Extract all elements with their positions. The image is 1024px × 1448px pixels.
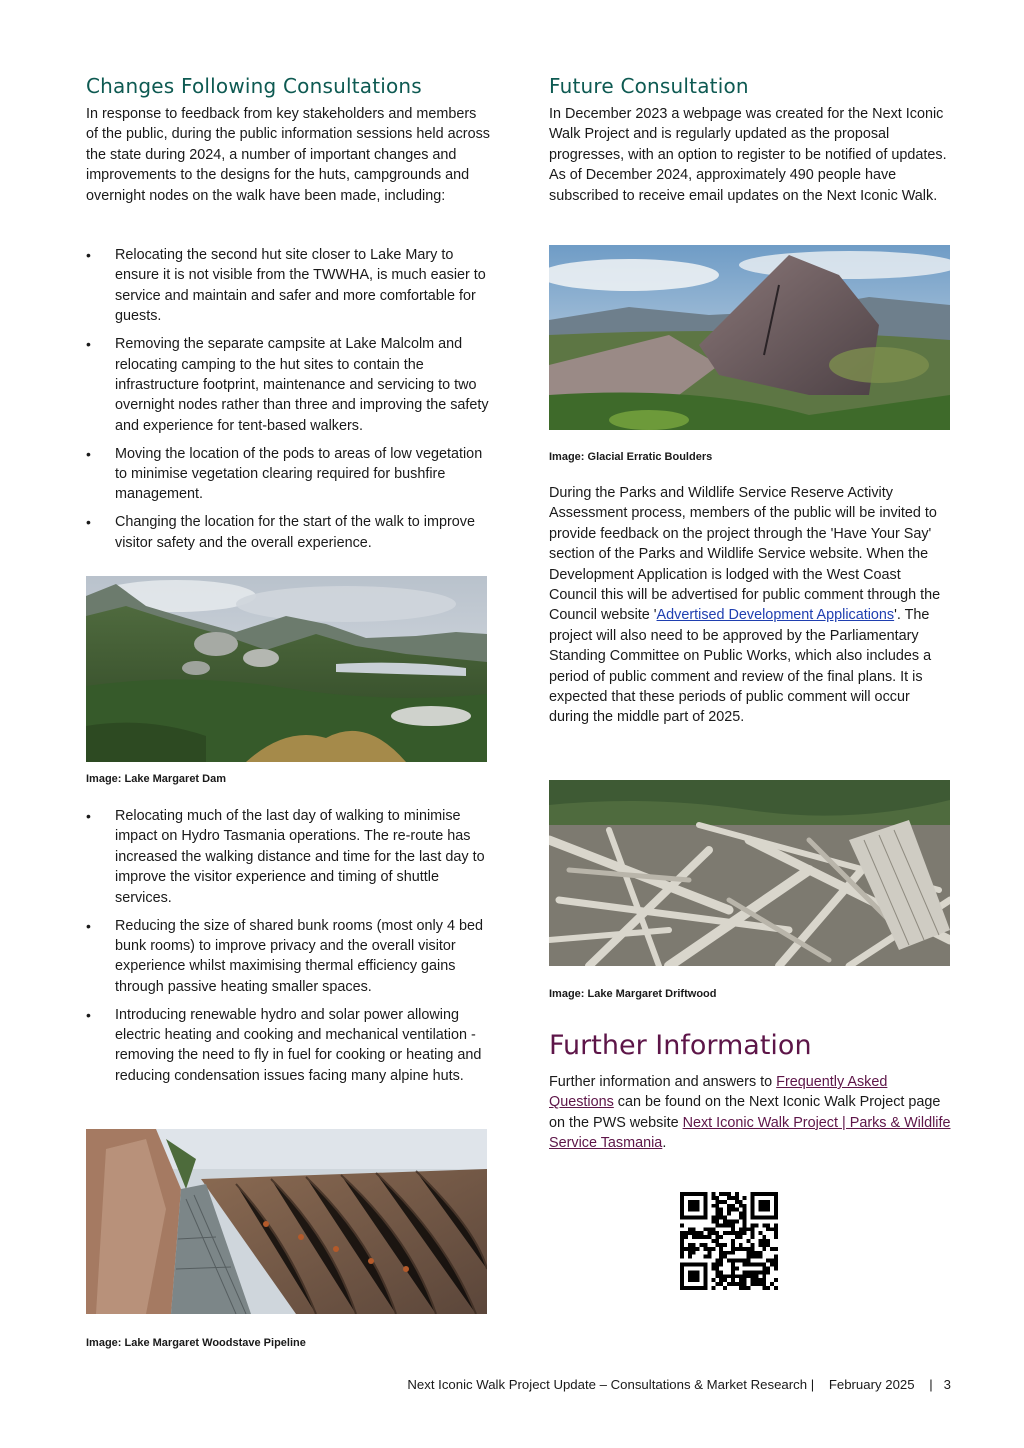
woodstave-pipeline-photo [86,1129,487,1314]
caption-boulders: Image: Glacial Erratic Boulders [549,451,713,463]
further-information-heading: Further Information [549,1030,812,1061]
future-consultation-para: In December 2023 a webpage was created for the Next Iconic Walk Project and is regularly updated as the proposal progresses, with an option to register to be notified of updates. As of December 2024, approximately 490 people have subscribed to receive email updates on the Next Iconic Walk. [549,106,947,204]
bullet-icon: • [86,336,91,353]
caption-pipeline: Image: Lake Margaret Woodstave Pipeline [86,1337,306,1349]
list-item: • Changing the location for the start of the walk to improve visitor safety and the overall experience. [86,514,475,551]
list-item: • Relocating the second hut site closer to Lake Mary to ensure it is not visible from the TWWHA, is much easier to service and maintain and safer and more comfortable for guests. [86,247,486,325]
reserve-activity-para: During the Parks and Wildlife Service Reserve Activity Assessment process, members of the public will be invited to provide feedback on the project through the 'Have Your Say' section of the Parks and Wildlife Service website. When the Development Application is lodged with the West Coast Council this will be advertised for public comment through the Council website 'Advertised Development Applications'. The project will also need to be approved by the Parliamentary Standing Committee on Public Works, which also includes a period of public comment and review of the final plans. It is expected that these periods of public comment will occur during the middle part of 2025. [549,485,941,726]
pws-next-iconic-walk-link[interactable]: Next Iconic Walk Project | Parks & Wildlife Service Tasmania [549,1114,951,1152]
caption-driftwood: Image: Lake Margaret Driftwood [549,988,717,1000]
driftwood-photo [549,780,950,966]
list-item: • Reducing the size of shared bunk rooms (most only 4 bed bunk rooms) to improve privacy and the overall visitor experience whilst maximising thermal efficiency gains through passive heating smaller spaces. [86,917,483,995]
advertised-applications-link[interactable]: Advertised Development Applications [656,607,895,624]
lake-margaret-dam-photo [86,576,487,762]
list-item: • Relocating much of the last day of walking to minimise impact on Hydro Tasmania operations. The re-route has increased the walking distance and time for the last day to improve the visitor experience and timing of shuttle services. [86,808,485,906]
faq-link[interactable]: Frequently Asked Questions [549,1074,888,1111]
bullet-icon: • [86,808,91,824]
further-information-para: Further information and answers to Frequently Asked Questions can be found on the Next Iconic Walk Project page on the PWS website Next Iconic Walk Project | Parks & Wildlife Service Tasmania. [549,1074,951,1152]
list-item: • Removing the separate campsite at Lake Malcolm and relocating camping to the hut sites to contain the infrastructure footprint, maintenance and servicing to two overnight nodes rather than three and improving the safety and experience for tent-based walkers. [86,336,489,434]
bullet-icon: • [86,514,91,531]
bullet-icon: • [86,917,91,934]
page-footer: Next Iconic Walk Project Update – Consultations & Market Research | February 2025 | 3 [407,1377,951,1392]
future-consultation-heading: Future Consultation [549,74,749,98]
changes-list-b [86,806,490,1094]
qr-code-icon[interactable] [680,1192,778,1290]
caption-dam: Image: Lake Margaret Dam [86,773,226,785]
list-item: • Introducing renewable hydro and solar power allowing electric heating and cooking and mechanical ventilation - removing the need to fly in fuel for cooking or heating and reducing condensation issues facing many alpine huts. [86,1006,482,1084]
changes-intro: In response to feedback from key stakeholders and members of the public, during the public information sessions held across the state during 2024, a number of important changes and improvements to the designs for the huts, campgrounds and overnight nodes on the walk have been made, including: [86,106,490,204]
bullet-icon: • [86,247,91,263]
changes-list-a [86,245,490,561]
glacial-boulders-photo [549,245,950,430]
changes-heading: Changes Following Consultations [86,74,422,98]
bullet-icon: • [86,445,91,462]
bullet-icon: • [86,1006,91,1023]
list-item: • Moving the location of the pods to areas of low vegetation to minimise vegetation clearing required for bushfire management. [86,445,483,503]
